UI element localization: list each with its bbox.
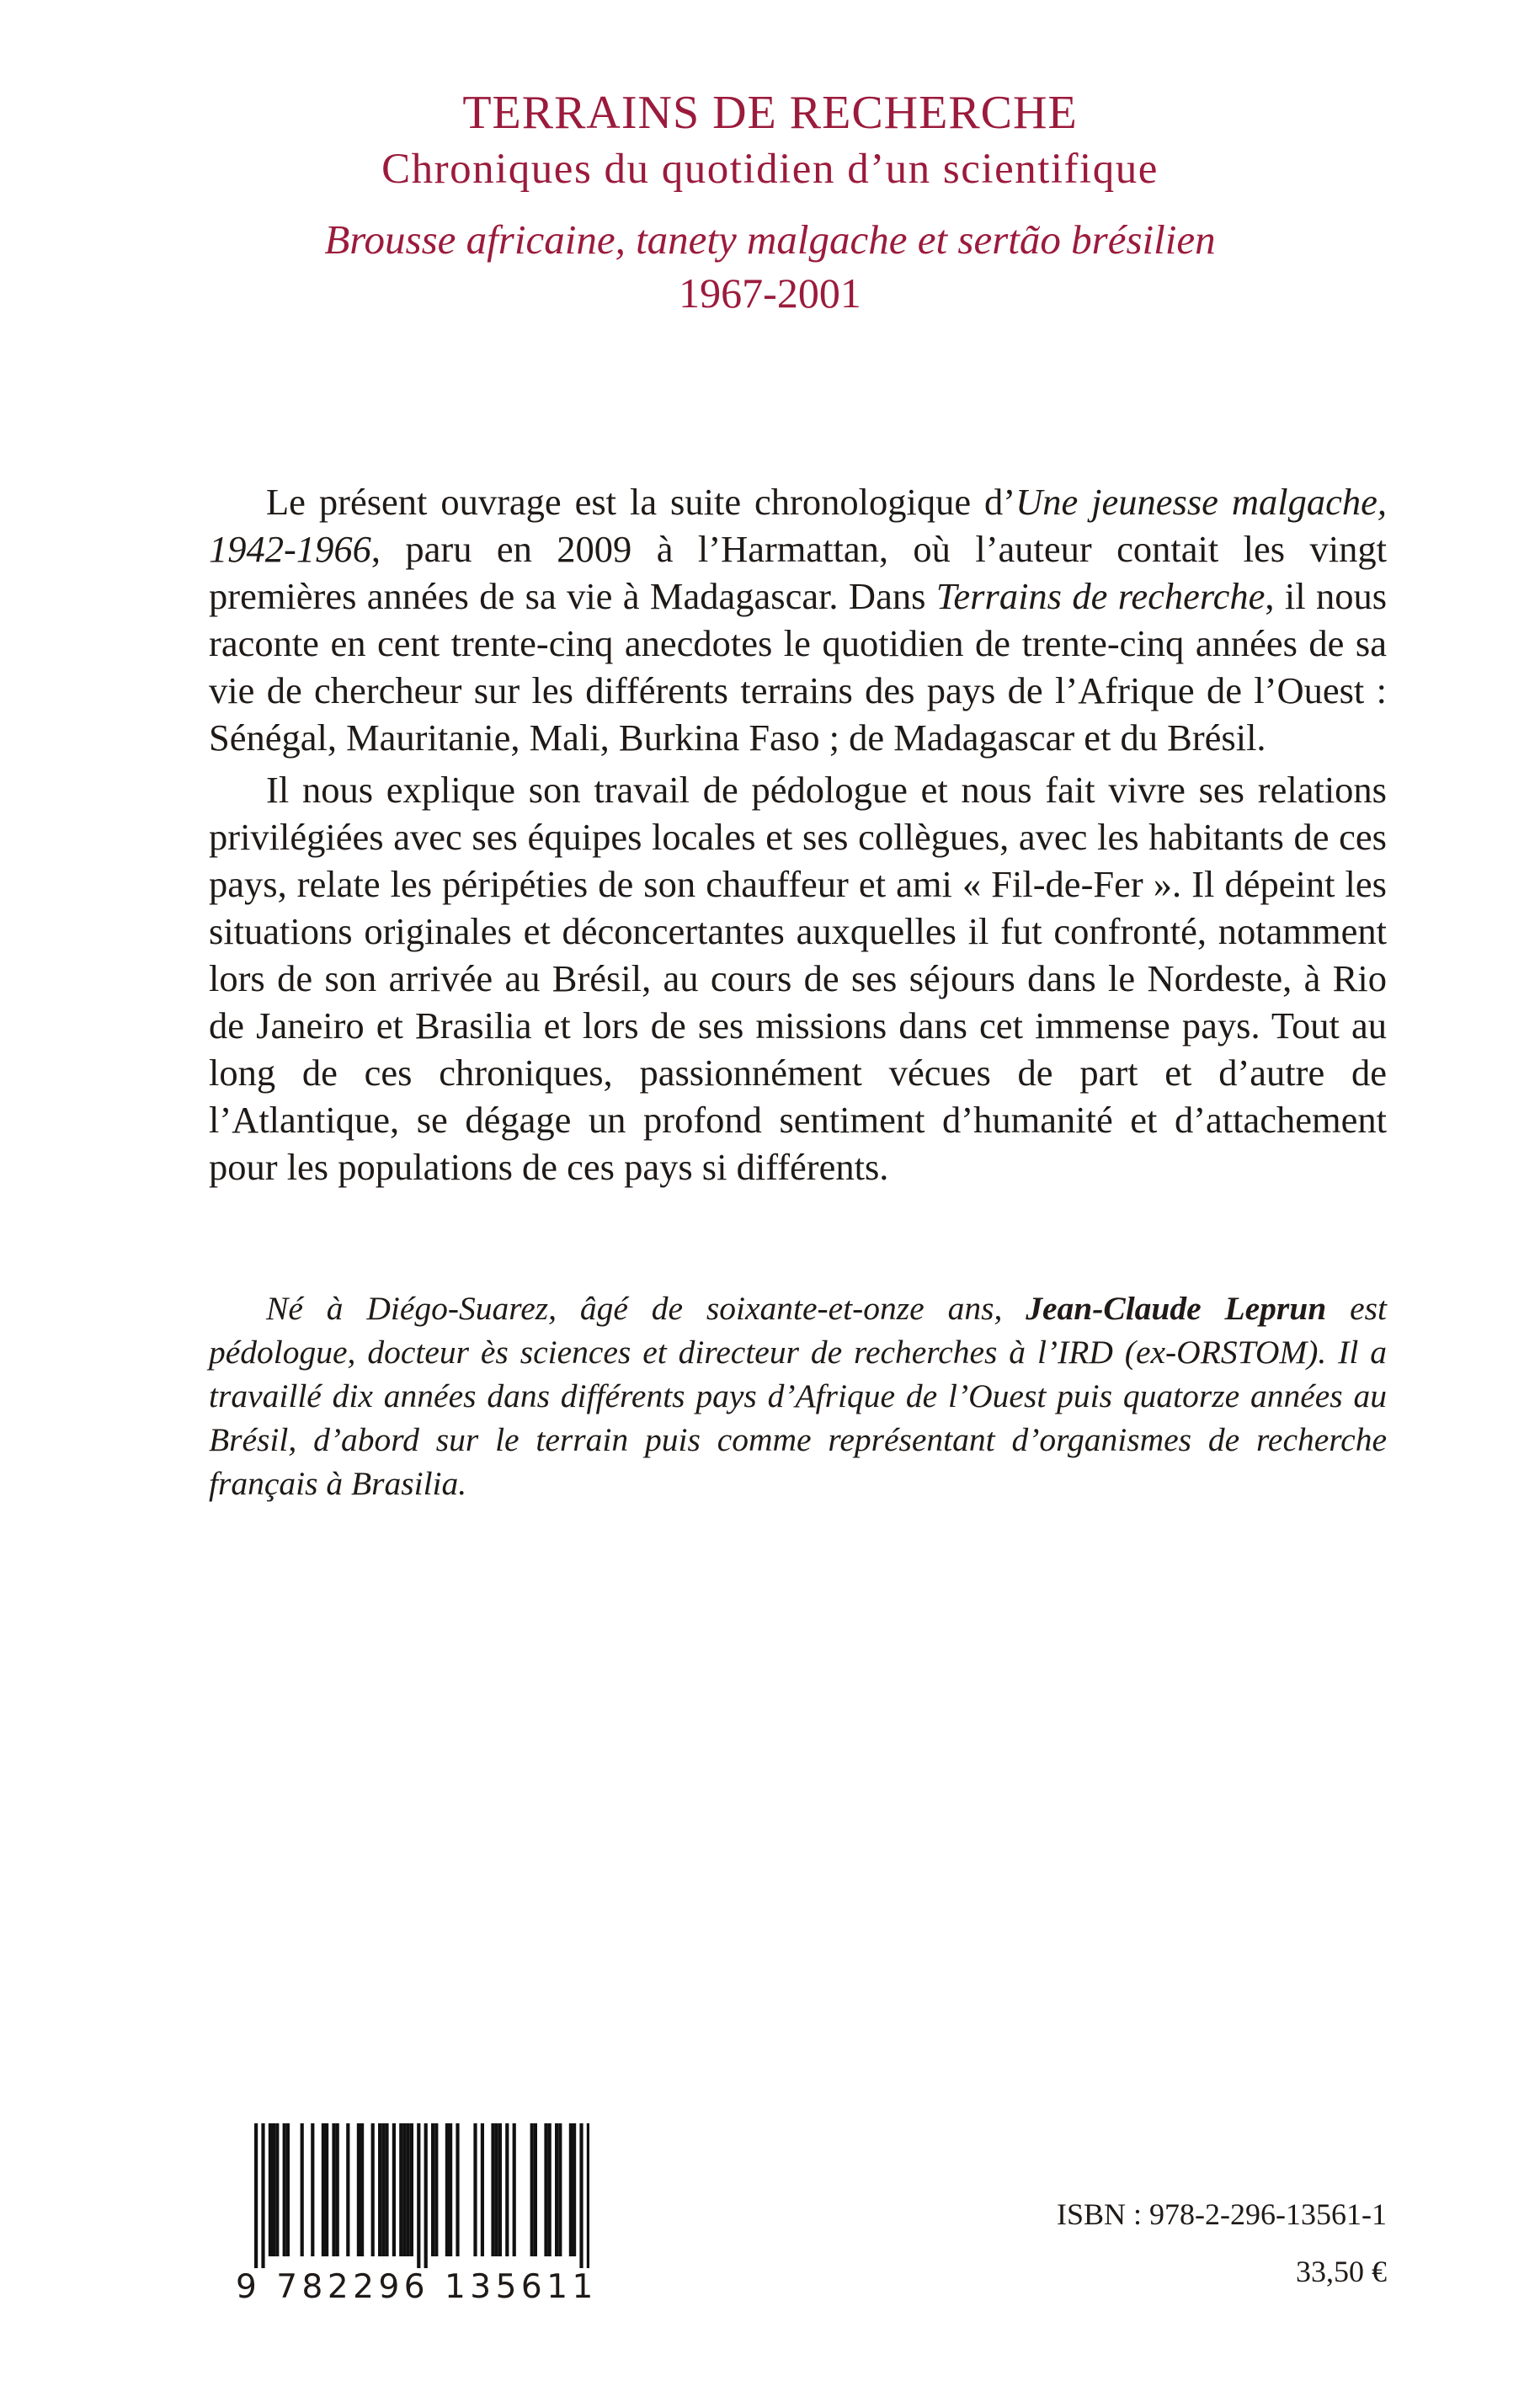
summary-run: , paru en 2009 à l’Harmattan, où l’auteur contait les vingt premières années de sa vie à Madagascar. Dans: [209, 528, 1387, 617]
barcode-bar: [558, 2123, 562, 2256]
summary-run: , il nous raconte en cent trente-cinq anecdotes le quotidien de trente-cinq années de sa vie de chercheur sur les différents terrains des pays de l’Afrique de l’Ouest : Sénégal, Mauritanie, Mali, Burkina Faso ; de Madagascar et du Brésil.: [209, 575, 1388, 759]
barcode-bar: [269, 2123, 272, 2256]
barcode: [236, 2123, 589, 2275]
author-bio-text: est pédologue, docteur ès sciences et directeur de recherches à l’IRD (ex-ORSTOM). Il a travaillé dix années dans différents pays d’Afrique de l’Ouest puis quatorze années au Brésil, d’abord sur le terrain puis comme représentant d’organismes de recherche français à Brasilia.: [209, 1290, 1387, 1502]
barcode-bar: [301, 2123, 304, 2256]
barcode-bar: [385, 2123, 388, 2256]
author-name: Jean-Claude Leprun: [1026, 1290, 1327, 1327]
barcode-bar: [346, 2123, 349, 2256]
barcode-bar: [534, 2123, 537, 2256]
barcode-bar: [399, 2123, 402, 2256]
summary-paragraph-1: [209, 478, 1387, 761]
barcode-bar: [357, 2123, 360, 2256]
barcode-bar: [407, 2123, 410, 2256]
book-title: TERRAINS DE RECHERCHE: [462, 87, 1078, 139]
barcode-bar: [481, 2123, 484, 2256]
barcode-bar: [498, 2123, 502, 2256]
barcode-bar: [424, 2123, 428, 2268]
barcode-bar: [555, 2123, 558, 2256]
barcode-bar: [473, 2123, 477, 2256]
barcode-bar: [456, 2123, 459, 2256]
price: 33,50 €: [1296, 2255, 1387, 2288]
author-bio-intro: Né à Diégo-Suarez, âgé de soixante-et-onze ans,: [266, 1290, 1026, 1327]
barcode-bar: [381, 2123, 385, 2256]
barcode-bar: [431, 2123, 434, 2256]
barcode-bar: [449, 2123, 452, 2256]
barcode-bar: [548, 2123, 552, 2256]
author-bio: [209, 1286, 1387, 1505]
barcode-bar: [275, 2123, 279, 2256]
book-tagline: Brousse africaine, tanety malgache et sertão brésilien: [324, 216, 1216, 263]
barcode-bar: [544, 2123, 547, 2256]
barcode-bar: [371, 2123, 375, 2256]
barcode-bar: [392, 2123, 396, 2256]
book-summary: [209, 478, 1387, 1190]
barcode-bar: [402, 2123, 406, 2256]
barcode-bar: [322, 2123, 325, 2256]
author-bio-paragraph: [209, 1286, 1387, 1505]
barcode-bar: [579, 2123, 583, 2268]
barcode-bar: [530, 2123, 534, 2256]
barcode-bar: [332, 2123, 335, 2256]
barcode-number: 9 782296 135611: [236, 2268, 598, 2306]
barcode-bar: [360, 2123, 364, 2256]
barcode-bar: [513, 2123, 516, 2256]
barcode-bar: [417, 2123, 420, 2268]
barcode-bar: [254, 2123, 258, 2268]
barcode-bars: [236, 2123, 589, 2268]
cover-header: [0, 84, 1540, 320]
barcode-bar: [272, 2123, 275, 2256]
barcode-bar: [569, 2123, 573, 2256]
barcode-bar: [283, 2123, 286, 2256]
barcode-bar: [573, 2123, 576, 2256]
barcode-bar: [325, 2123, 328, 2256]
book-years: 1967-2001: [679, 269, 861, 317]
barcode-bar: [495, 2123, 498, 2256]
barcode-bar: [336, 2123, 339, 2256]
summary-run: Le présent ouvrage est la suite chronologique d’: [266, 481, 1016, 523]
barcode-bar: [505, 2123, 509, 2256]
barcode-bar: [311, 2123, 314, 2256]
barcode-bar: [410, 2123, 413, 2256]
summary-run-italic: Terrains de recherche: [935, 575, 1266, 617]
summary-paragraph-2: Il nous explique son travail de pédologue et nous fait vivre ses relations privilégiées avec ses équipes locales et ses collègues, avec les habitants de ces pays, relate les péripéties de son chauffeur et ami « Fil-de-Fer ». Il dépeint les situations originales et déconcertantes auxquelles il fut confronté, notamment lors de son arrivée au Brésil, au cours de ses séjours dans le Nordeste, à Rio de Janeiro et Brasilia et lors de ses missions dans cet immense pays. Tout au long de ces chroniques, passionnément vécues de part et d’autre de l’Atlantique, se dégage un profond sentiment d’humanité et d’attachement pour les populations de ces pays si différents.: [209, 769, 1387, 1188]
barcode-bar: [445, 2123, 449, 2256]
barcode-bar: [587, 2123, 589, 2268]
barcode-bar: [434, 2123, 438, 2256]
book-subtitle: Chroniques du quotidien d’un scientifique: [381, 146, 1159, 193]
barcode-bar: [261, 2123, 264, 2268]
isbn: ISBN : 978-2-296-13561-1: [1057, 2197, 1387, 2231]
barcode-bar: [491, 2123, 494, 2256]
summary-run-italic: Une jeunesse malgache, 1942-1966: [209, 481, 1388, 570]
barcode-bar: [378, 2123, 381, 2256]
barcode-bar: [286, 2123, 290, 2256]
